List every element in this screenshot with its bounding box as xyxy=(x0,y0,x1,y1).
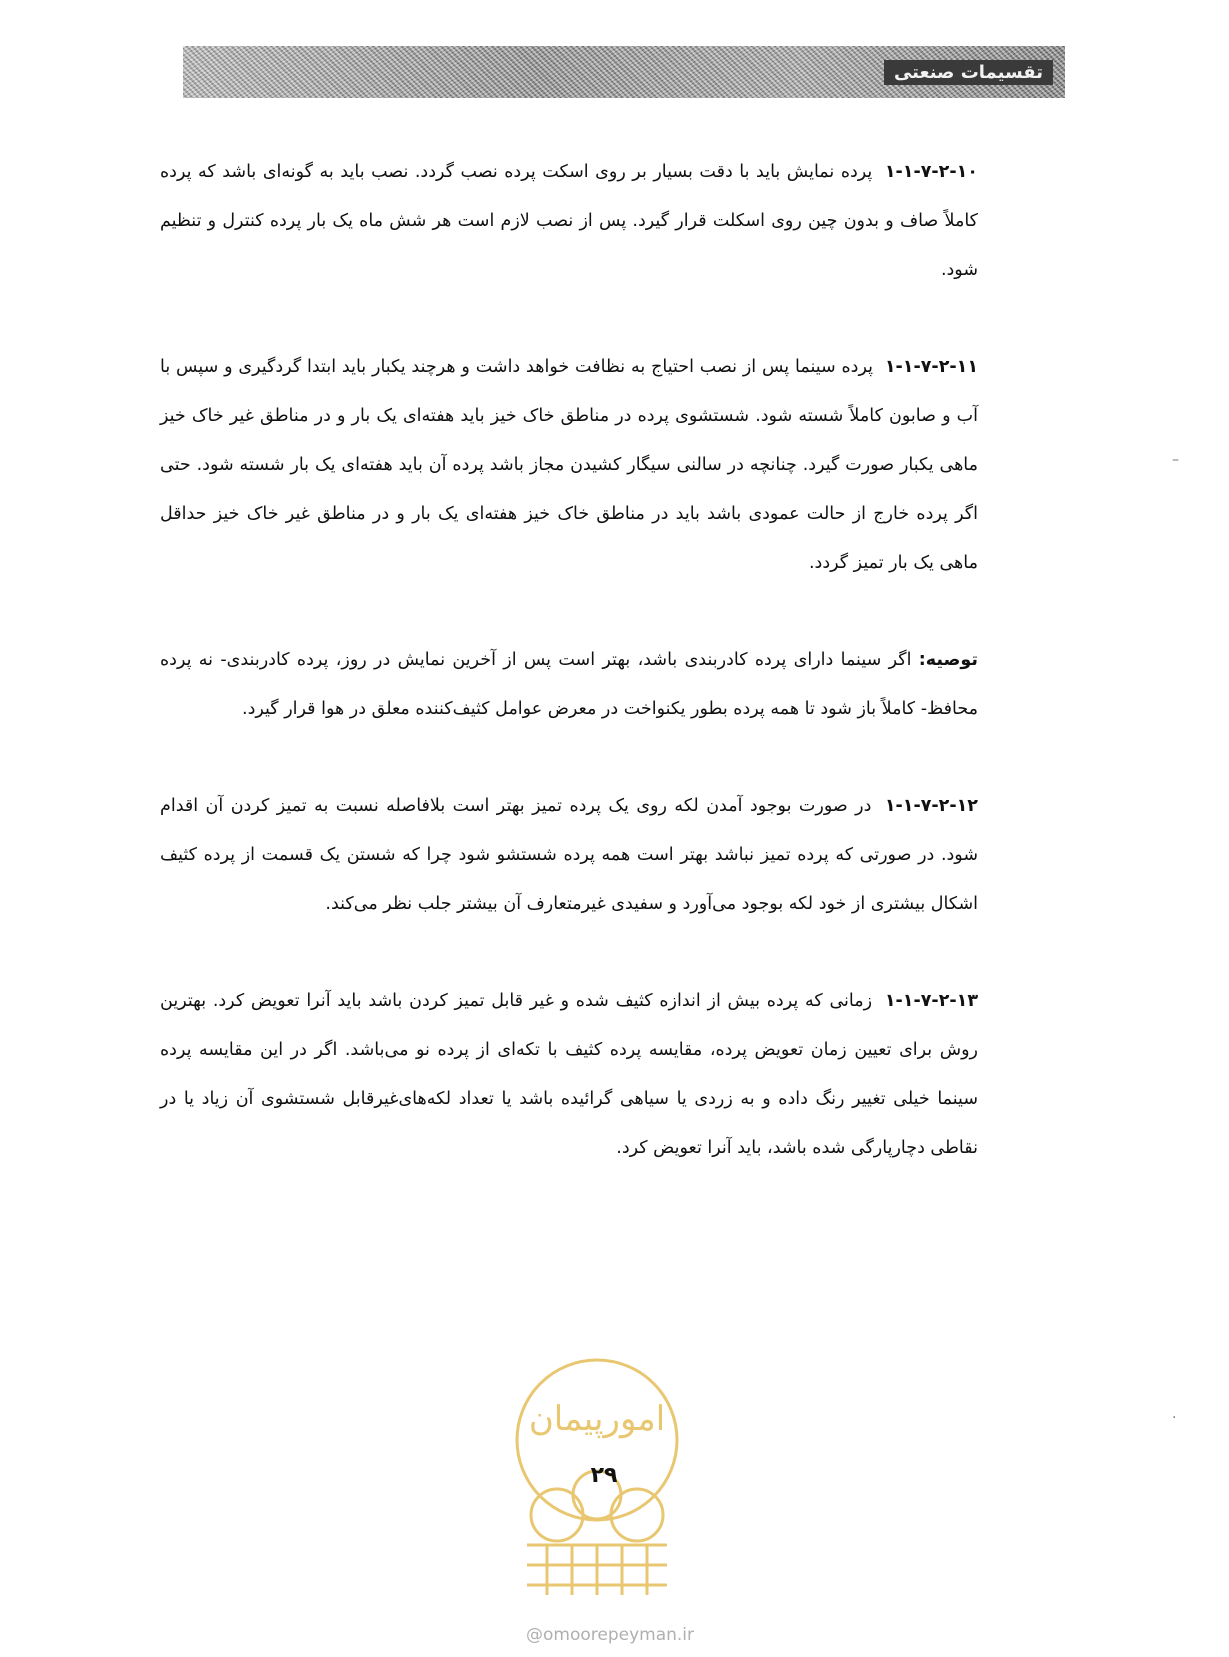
paragraph-text: زمانی که پرده بیش از اندازه کثیف شده و غیر قابل تمیز کردن باشد باید آنرا تعویض کرد. بهترین روش برای تعیین زمان تعویض پرده، مقایسه پرده کثیف با تکه‌ای از پرده نو می‌باشد. اگر در این مقایسه پرده سینما خیلی تغییر رنگ داده و به زردی یا سیاهی گرائیده باشد یا تعداد لکه‌های‌غیرقابل شستشوی آن زیاد یا در نقاطی دچارپارگی شده باشد، باید آنرا تعویض کرد. xyxy=(160,991,978,1158)
section-number: ۱-۱-۷-۲-۱۲ xyxy=(884,796,978,816)
section-number: ۱-۱-۷-۲-۱۱ xyxy=(884,357,978,377)
paragraph-text: اگر سینما دارای پرده کادربندی باشد، بهتر است پس از آخرین نمایش در روز، پرده کادربندی- نه پرده محافظ- کاملاً باز شود تا همه پرده بطور یکنواخت در معرض عوامل کثیف‌کننده معلق در هوا قرار گیرد. xyxy=(160,650,978,719)
site-watermark-footer: @omoorepeyman.ir xyxy=(525,1625,695,1645)
watermark-text: امورپیمان xyxy=(528,1399,666,1439)
paragraph-text: پرده سینما پس از نصب احتیاج به نظافت خواهد داشت و هرچند یکبار باید ابتدا گردگیری و سپس با آب و صابون کاملاً شسته شود. شستشوی پرده در مناطق خاک خیز باید هفته‌ای یک بار و در مناطق غیر خاک خیز ماهی یکبار صورت گیرد. چنانچه در سالنی سیگار کشیدن مجاز باشد پرده آن باید هفته‌ای یک بار شسته شود. حتی اگر پرده خارج از حالت عمودی باشد باید در مناطق خاک خیز هفته‌ای یک بار و در مناطق غیر خاک خیز حداقل ماهی یک بار تمیز گردد. xyxy=(160,357,978,573)
header-band xyxy=(183,46,1065,98)
page-number: ۲۹ xyxy=(590,1463,618,1488)
section-number: ۱-۱-۷-۲-۱۳ xyxy=(884,991,978,1011)
section-paragraph xyxy=(160,148,978,295)
header-title: تقسیمات صنعتی xyxy=(884,60,1053,85)
section-paragraph xyxy=(160,977,978,1173)
section-number: ۱-۱-۷-۲-۱۰ xyxy=(884,162,978,182)
paragraph-text: پرده نمایش باید با دقت بسیار بر روی اسکت پرده نصب گردد. نصب باید به گونه‌ای باشد که پرده کاملاً صاف و بدون چین روی اسکلت قرار گیرد. پس از نصب لازم است هر شش ماه یک بار پرده کنترل و تنظیم شود. xyxy=(160,162,978,280)
recommendation-paragraph xyxy=(160,636,978,734)
page-body xyxy=(160,148,978,1173)
section-paragraph xyxy=(160,782,978,929)
margin-mark: · xyxy=(1172,1410,1177,1426)
margin-mark: – xyxy=(1172,452,1179,468)
section-paragraph xyxy=(160,343,978,588)
recommendation-label: توصیه: xyxy=(918,650,978,670)
paragraph-text: در صورت بوجود آمدن لکه روی یک پرده تمیز بهتر است بلافاصله نسبت به تمیز کردن آن اقدام شود. در صورتی که پرده تمیز نباشد بهتر است همه پرده شستشو شود چرا که شستن یک قسمت از پرده کثیف اشکال بیشتری از خود لکه بوجود می‌آورد و سفیدی غیرمتعارف آن بیشتر جلب نظر می‌کند. xyxy=(160,796,978,914)
